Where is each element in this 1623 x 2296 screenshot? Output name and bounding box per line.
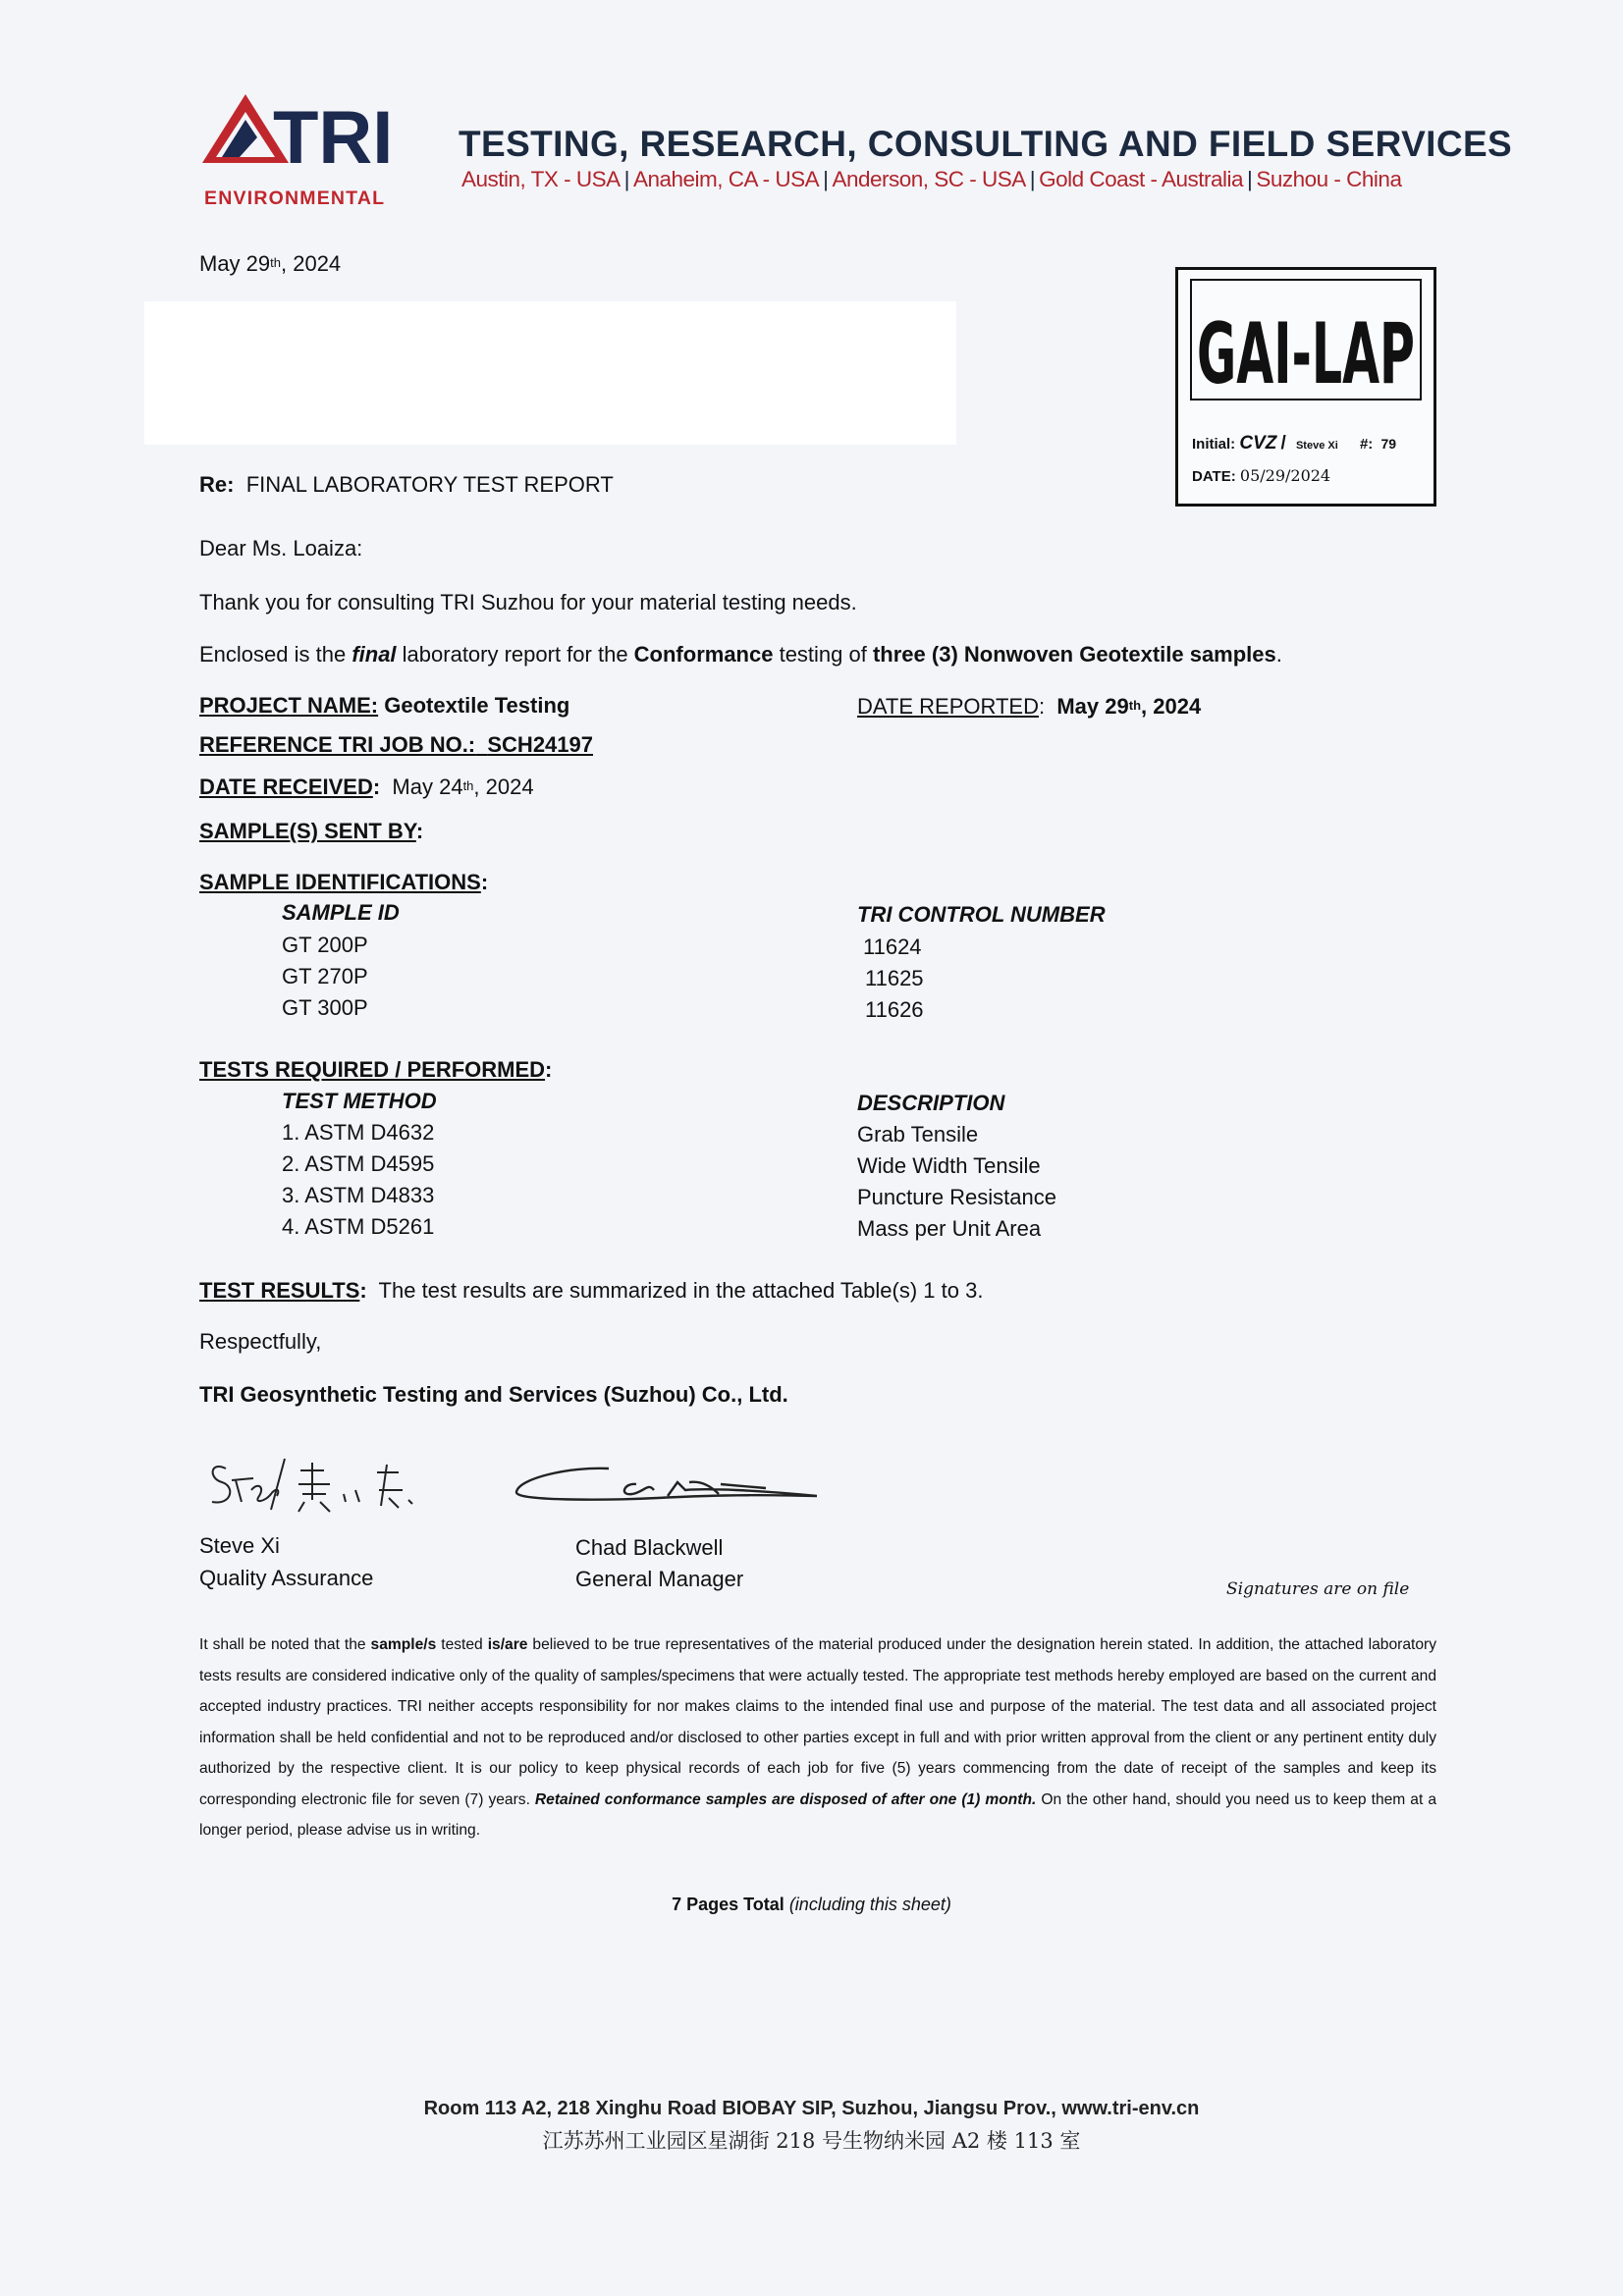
tri-environmental-logo	[202, 94, 414, 210]
stamp-number: 79	[1380, 436, 1397, 452]
letter-date: May 29th, 2024	[199, 251, 342, 276]
test-description: Wide Width Tensile	[857, 1153, 1041, 1178]
sample-identifications-heading: SAMPLE IDENTIFICATIONS:	[199, 870, 489, 894]
page-count: 7 Pages Total (including this sheet)	[672, 1895, 951, 1914]
steve-xi-signature	[206, 1451, 432, 1520]
control-number: 11625	[865, 966, 924, 990]
company-name: TRI Geosynthetic Testing and Services (Suzhou) Co., Ltd.	[199, 1382, 788, 1407]
sample-id-column-header: SAMPLE ID	[282, 900, 400, 925]
test-method-column-header: TEST METHOD	[282, 1089, 437, 1113]
stamp-logo-frame	[1190, 279, 1422, 403]
stamp-date-row: DATE: 05/29/2024	[1192, 466, 1331, 485]
chad-blackwell-signature	[511, 1461, 825, 1510]
sent-by-row: SAMPLE(S) SENT BY:	[199, 819, 424, 843]
description-column-header: DESCRIPTION	[857, 1091, 1005, 1115]
gai-lap-stamp	[1175, 267, 1436, 507]
logo-subtext: ENVIRONMENTAL	[204, 187, 386, 209]
signatures-on-file-note: Signatures are on file	[1226, 1579, 1410, 1599]
redacted-address-block	[144, 301, 956, 445]
test-method: 3. ASTM D4833	[282, 1183, 435, 1207]
tests-performed-heading: TESTS REQUIRED / PERFORMED:	[199, 1057, 553, 1082]
signer2-name: Chad Blackwell	[575, 1535, 724, 1560]
gai-lap-logo	[1192, 281, 1420, 403]
greeting: Dear Ms. Loaiza:	[199, 536, 363, 561]
footer-address-chinese: 江苏苏州工业园区星湖街 218 号生物纳米园 A2 楼 113 室	[542, 2129, 1081, 2153]
job-number: SCH24197	[487, 732, 594, 757]
stamp-initial-row: Initial: CVZ / Steve Xi #: 79	[1192, 433, 1397, 454]
sample-id: GT 300P	[282, 995, 368, 1020]
stamp-initial-value: CVZ	[1239, 433, 1277, 454]
respectfully: Respectfully,	[199, 1329, 322, 1354]
re-line: Re: FINAL LABORATORY TEST REPORT	[199, 472, 614, 497]
location: Gold Coast - Australia	[1039, 167, 1243, 191]
test-results-row: TEST RESULTS: The test results are summarized in the attached Table(s) 1 to 3.	[199, 1278, 984, 1303]
location: Anaheim, CA - USA	[633, 167, 820, 191]
project-name-row: PROJECT NAME: Geotextile Testing	[199, 693, 570, 718]
header-title: TESTING, RESEARCH, CONSULTING AND FIELD SERVICES	[459, 124, 1513, 164]
signer1-name: Steve Xi	[199, 1533, 280, 1558]
test-description: Grab Tensile	[857, 1122, 979, 1147]
thanks-paragraph: Thank you for consulting TRI Suzhou for your material testing needs.	[199, 590, 857, 614]
control-number-column-header: TRI CONTROL NUMBER	[857, 902, 1106, 927]
date-reported-row: DATE REPORTED: May 29th, 2024	[857, 694, 1202, 719]
sample-id: GT 200P	[282, 933, 368, 957]
signer1-title: Quality Assurance	[199, 1566, 374, 1590]
test-description: Mass per Unit Area	[857, 1216, 1042, 1241]
location: Austin, TX - USA	[461, 167, 621, 191]
stamp-date-value: 05/29/2024	[1239, 466, 1331, 485]
location: Anderson, SC - USA	[832, 167, 1026, 191]
footer-address-english: Room 113 A2, 218 Xinghu Road BIOBAY SIP, Suzhou, Jiangsu Prov., www.tri-env.cn	[423, 2098, 1200, 2119]
header-locations: Austin, TX - USA | Anaheim, CA - USA | Anderson, SC - USA | Gold Coast - Australia | Suzhou - China	[461, 167, 1402, 191]
test-method: 2. ASTM D4595	[282, 1151, 435, 1176]
test-method: 4. ASTM D5261	[282, 1214, 435, 1239]
sample-id: GT 270P	[282, 964, 368, 988]
disclaimer-paragraph: It shall be noted that the sample/s tested is/are believed to be true representatives of the material produced under the designation herein stated. In addition, the attached laboratory tests results are considered indicative only of the quality of samples/specimens that were actually tested. The appropriate test methods hereby employed are based on the current and accepted industry practices. TRI neither accepts responsibility for nor makes claims to the intended final use and purpose of the material. The test data and all associated project information shall be held confidential and not to be reproduced and/or disclosed to other parties except in full and with prior written approval from the client or any pertinent entity duly authorized by the respective client. It is our policy to keep physical records of each job for five (5) years commencing from the date of receipt of the samples and keep its corresponding electronic file for seven (7) years. Retained conformance samples are disposed of after one (1) month. On the other hand, should you need us to keep them at a longer period, please advise us in writing.	[199, 1636, 1436, 1839]
enclosed-paragraph: Enclosed is the final laboratory report for the Conformance testing of three (3) Nonwoven Geotextile samples.	[199, 642, 1282, 667]
control-number: 11626	[865, 997, 924, 1022]
test-method: 1. ASTM D4632	[282, 1120, 435, 1145]
control-number: 11624	[863, 934, 922, 959]
job-number-row: REFERENCE TRI JOB NO.: SCH24197	[199, 732, 594, 757]
date-received-row: DATE RECEIVED: May 24th, 2024	[199, 774, 534, 799]
svg-text:GAI-LAP: GAI-LAP	[1197, 305, 1415, 403]
test-description: Puncture Resistance	[857, 1185, 1056, 1209]
logo-text: TRI	[273, 96, 394, 180]
stamp-initial-name: Steve Xi	[1295, 440, 1338, 452]
location: Suzhou - China	[1256, 167, 1402, 191]
signer2-title: General Manager	[575, 1567, 744, 1591]
